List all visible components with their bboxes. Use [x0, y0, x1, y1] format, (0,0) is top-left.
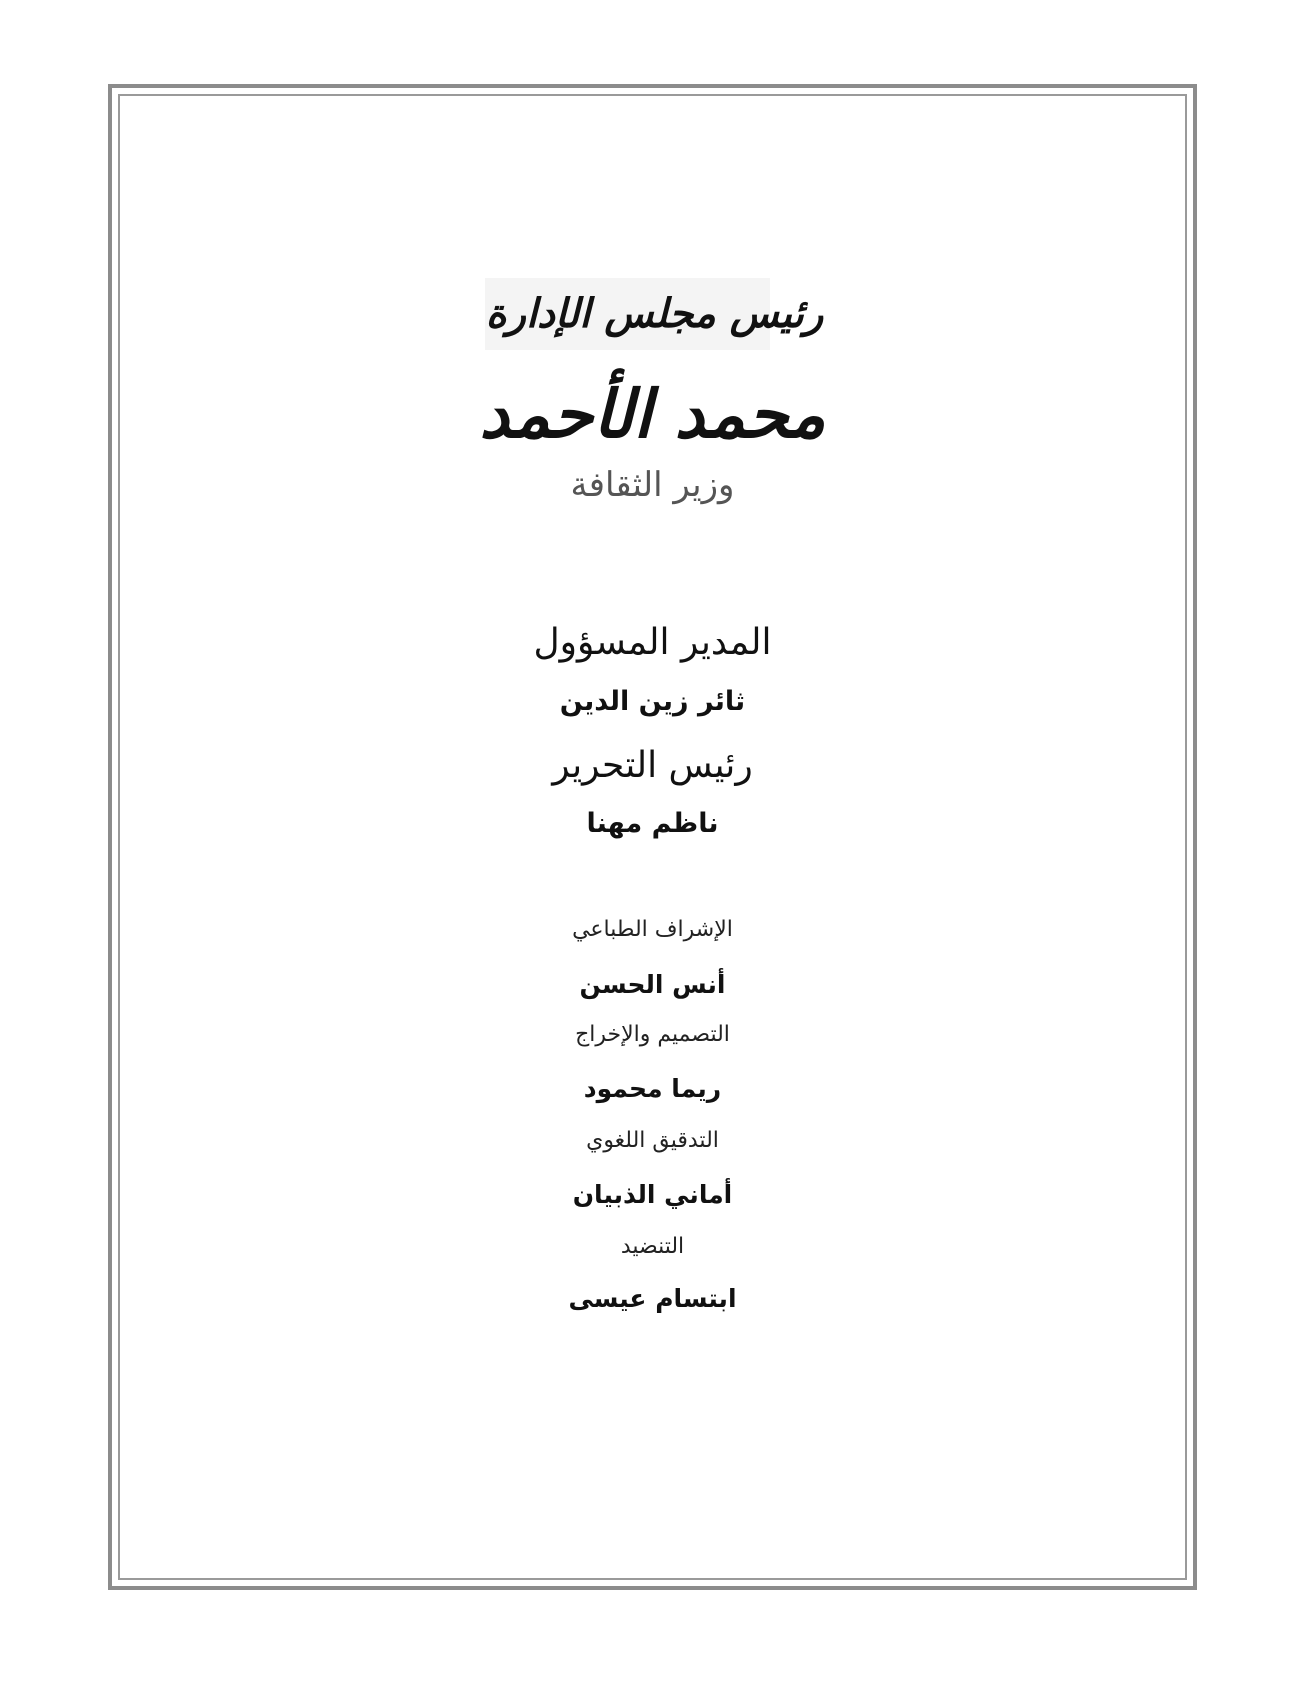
- proofreading-label: التدقيق اللغوي: [586, 1128, 719, 1153]
- board-chair-name: محمد الأحمد: [479, 375, 826, 453]
- typesetting-name: ابتسام عيسى: [568, 1284, 737, 1313]
- typesetting-label: التنضيد: [620, 1234, 685, 1259]
- managing-director-name: ثائر زين الدين: [559, 686, 746, 717]
- managing-director-label: المدير المسؤول: [533, 622, 772, 663]
- print-supervision-label: الإشراف الطباعي: [572, 917, 733, 942]
- print-supervision-name: أنس الحسن: [579, 970, 726, 999]
- design-layout-name: ريما محمود: [583, 1074, 722, 1103]
- design-layout-label: التصميم والإخراج: [575, 1022, 730, 1047]
- proofreading-name: أماني الذبيان: [572, 1180, 733, 1209]
- editor-in-chief-label: رئيس التحرير: [552, 745, 753, 786]
- board-chair-label: رئيس مجلس الإدارة: [485, 290, 824, 337]
- board-chair-role: وزير الثقافة: [570, 465, 735, 505]
- editor-in-chief-name: ناظم مهنا: [586, 808, 719, 839]
